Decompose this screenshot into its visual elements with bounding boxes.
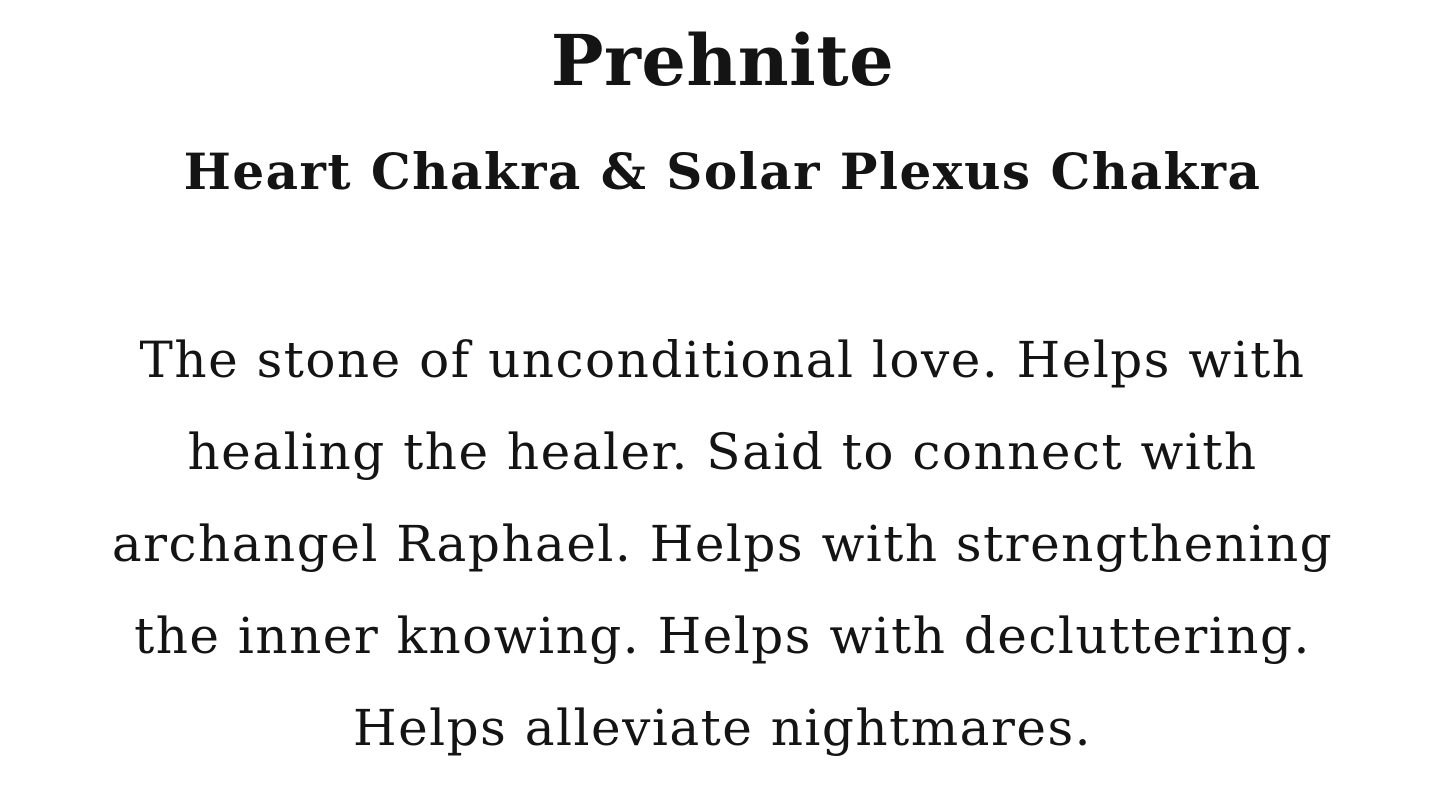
description-line: The stone of unconditional love. Helps with xyxy=(139,331,1306,389)
chakra-subtitle: Heart Chakra & Solar Plexus Chakra xyxy=(183,142,1262,201)
description-line: archangel Raphael. Helps with strengthening xyxy=(111,515,1334,573)
description-line: Helps alleviate nightmares. xyxy=(352,699,1092,757)
description-line: healing the healer. Said to connect with xyxy=(187,423,1258,481)
description-line: the inner knowing. Helps with decluttering. xyxy=(134,607,1311,665)
crystal-description xyxy=(40,320,1405,780)
crystal-title: Prehnite xyxy=(550,19,895,102)
